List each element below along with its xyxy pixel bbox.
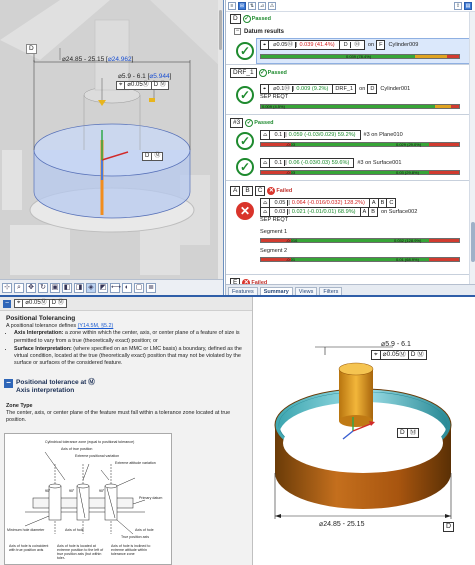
viewport-fcf-tolerance: ⌀0.05Ⓜ	[125, 82, 151, 89]
abc-datum-c: C	[255, 186, 266, 196]
datum-fcf-value: 0.039 (41.4%)	[299, 42, 335, 48]
doc-fcf-tolerance: ⌀0.05Ⓜ	[23, 300, 49, 307]
drf-fcf-feature: Cylinder001	[380, 86, 411, 92]
abc1-value: 0.064 (-0.016/0.032) 128.2%)	[291, 200, 365, 206]
viewport-fcf	[116, 81, 169, 90]
datum-letter: D	[230, 14, 241, 24]
inner-dimension-label: ⌀5.9 - 6.1 [⌀5.944]	[118, 73, 172, 80]
viewport-fcf-datum: D Ⓜ	[153, 82, 166, 88]
drf-sep-reqt: SEP REQT	[260, 94, 289, 100]
segment2-right: 0.01 (68.9%)	[396, 257, 419, 262]
g3a-bar-right: 0.029 (29.0%)	[396, 142, 422, 147]
bullet1-term: Axis Interpretation:	[14, 330, 64, 337]
fig-label-axis-hole-2: Axis of hole	[135, 528, 154, 532]
abc-sep-reqt: SEP REQT	[260, 217, 289, 223]
datum-D-label: D	[26, 44, 37, 54]
profile-symbol-icon: ⌓	[261, 208, 270, 216]
outer-dimension-label: ⌀24.85 - 25.15 [⌀24.962]	[62, 56, 134, 63]
tab-filters[interactable]: Filters	[319, 287, 342, 296]
svg-text:90°: 90°	[99, 489, 105, 493]
viewport-scrollbar[interactable]	[218, 0, 223, 279]
pass-check-icon: ✓	[236, 158, 254, 176]
drf-result[interactable]	[230, 68, 287, 78]
check-icon: ✓	[244, 16, 250, 22]
pass-status-text: Passed	[251, 16, 271, 22]
drf-bar-label: 0.009 (4.5%)	[262, 104, 285, 109]
layers-icon[interactable]: ≣	[146, 283, 156, 293]
inner-dim-nominal: ⌀5.9 - 6.1	[118, 73, 146, 80]
collapse-icon[interactable]: −	[4, 379, 13, 388]
section-title-line1: Positional tolerance at Ⓜ	[16, 379, 95, 386]
fig-label-true-pos: True position axis	[121, 535, 150, 539]
results-scrollbar[interactable]	[469, 12, 475, 284]
zoom-icon[interactable]: ⌕	[14, 283, 24, 293]
viewport-scroll-thumb[interactable]	[219, 10, 222, 50]
profile-symbol-icon: ⌓	[261, 159, 270, 167]
tab-summary[interactable]: Summary	[260, 287, 293, 296]
results-panel	[225, 0, 475, 296]
bullet2-text: (where specified on an MMC or LMC basis) a boundary, defined as the virtual condition, located at the true (theoretically exact) position that may not be violated by the surface or surfaces of the considered feature.	[14, 345, 242, 367]
segment2-left: -0.01	[286, 257, 296, 262]
drf-fcf: ⌖ ⌀0.1Ⓜ | 0.009 (9.2%) DRF_1 on D Cylinder001	[260, 84, 410, 94]
fig-label-cyl-zone: Cylindrical tolerance zone (equal to positional tolerance)	[45, 440, 135, 444]
segment2-label: Segment 2	[260, 248, 288, 254]
position-symbol-icon: ⌖	[261, 85, 269, 93]
abc1-tol: 0.05	[272, 200, 288, 206]
wireframe-icon[interactable]: ▢	[135, 284, 143, 291]
drf-fcf-value: 0.009 (9.2%)	[296, 86, 329, 92]
datum-E-label: E	[230, 278, 240, 284]
pan-icon[interactable]: ✥	[26, 283, 36, 293]
zone-text: The center, axis, or center plane of the feature must fall within a tolerance zone located at true position.	[6, 410, 231, 423]
section-icon[interactable]: ◩	[99, 284, 107, 291]
abc1-datum-c: C	[389, 200, 394, 206]
viewport-scene	[0, 0, 224, 279]
warning-icon[interactable]: ⚠	[269, 2, 275, 9]
viewport-toolbar	[0, 279, 224, 296]
model-view[interactable]	[253, 297, 475, 565]
results-tree	[226, 12, 470, 284]
list-view-icon[interactable]: ≡	[228, 2, 236, 10]
tolerance-diagram	[4, 433, 172, 565]
g3b-value: 0.06 (-0.03/0.03) 59.6%)	[288, 160, 350, 166]
pass-check-icon: ✓	[236, 132, 254, 150]
fig-caption-2: Axis of hole is located at extreme position to the left of true position axis (but within toler-	[57, 544, 104, 560]
viewport-datum-mod: Ⓜ	[154, 153, 161, 159]
doc-intro-line	[6, 323, 246, 330]
abc-datum-b: B	[242, 186, 252, 196]
group3-result[interactable]	[230, 118, 274, 128]
doc-intro	[6, 315, 246, 368]
g3a-bar-left: -0.03	[286, 142, 296, 147]
fit-icon[interactable]: ▣	[51, 284, 59, 291]
results-toolbar	[226, 0, 475, 12]
group3-status-text: Passed	[254, 120, 274, 126]
g3b-fcf: ⌓ 0.1 | 0.06 (-0.03/0.03) 59.6%) #3 on Surface001	[260, 158, 401, 168]
section-title-line2: Axis interpretation	[16, 387, 75, 394]
filter-icon[interactable]: ⊿	[259, 2, 265, 9]
model-datum-letter: D	[398, 429, 408, 437]
iso-view-icon[interactable]: ◈	[86, 283, 96, 293]
datum-bar-label: 0.039 (78.4%)	[346, 54, 372, 59]
top-view-icon[interactable]: ◨	[75, 284, 83, 291]
fail-x-icon: ✕	[242, 279, 250, 284]
segment1-label: Segment 1	[260, 229, 288, 235]
rotate-icon[interactable]: ↻	[38, 283, 48, 293]
g3b-tol: 0.1	[272, 160, 285, 166]
abc2-datum-b: B	[371, 209, 375, 215]
separator	[226, 114, 470, 115]
viewport-datum-box	[142, 152, 163, 161]
datum-fcf-datum: D	[342, 42, 351, 48]
g3a-value: 0.059 (-0.03/0.029) 59.2%)	[288, 132, 356, 138]
drf-fcf-tol: ⌀0.1Ⓜ	[271, 86, 293, 92]
measure-icon[interactable]: ⟷	[111, 284, 122, 291]
model-datum-box	[397, 428, 419, 438]
collapse-icon[interactable]: −	[235, 28, 240, 34]
profile-symbol-icon: ⌓	[261, 131, 270, 139]
axes-icon[interactable]: ⊹	[2, 283, 12, 293]
fig-label-axis-hole: Axis of hole	[65, 528, 84, 532]
g3a-feature: #3 on Plane010	[363, 132, 403, 138]
fig-label-axis-true: Axis of true position	[61, 447, 93, 451]
g3b-feature: #3 on Surface001	[357, 160, 402, 166]
separator	[226, 180, 470, 181]
pass-check-icon: ✓	[236, 86, 254, 104]
drf-fcf-feature-letter: D	[367, 84, 377, 94]
separator	[226, 64, 470, 65]
segment1-right: 0.032 (128.9%)	[394, 238, 422, 243]
fig-label-ext-att: Extreme attitude variation	[115, 461, 156, 465]
drf-fcf-datum: DRF_1	[335, 86, 354, 92]
abc-fcf-2: ⌓ 0.03 | 0.021 (-0.01/0.01) 68.9%) A B on Surface002	[260, 207, 417, 217]
bullet2-term: Surface Interpretation:	[14, 345, 72, 352]
svg-text:90°: 90°	[69, 489, 75, 493]
position-symbol-icon: ⌖	[15, 300, 23, 307]
fail-x-icon: ✕	[236, 202, 254, 220]
abc-datum-a: A	[230, 186, 240, 196]
position-symbol-icon: ⌖	[372, 351, 381, 359]
position-symbol-icon: ⌖	[117, 82, 125, 89]
doc-fcf	[14, 299, 67, 308]
outer-dim-nominal: ⌀24.85 - 25.15	[62, 56, 105, 63]
datum-fcf-feature-letter: F	[376, 40, 385, 50]
tree-view-icon[interactable]: ⊞	[239, 2, 245, 9]
drf-progress-bar	[260, 104, 460, 109]
datum-fcf-mod: Ⓜ	[354, 42, 360, 48]
model-fcf	[371, 350, 427, 360]
abc1-datum-b: B	[379, 199, 388, 207]
results-scroll-thumb[interactable]	[471, 222, 475, 262]
bullet1-text: a zone within which the center, axis, or center plane of a feature of size is permitted to vary from a true (theoretically exact) position; or	[14, 330, 240, 344]
doc-section-header[interactable]	[4, 379, 248, 395]
tab-views[interactable]: Views	[295, 287, 318, 296]
g3a-tol: 0.1	[272, 132, 285, 138]
doc-bullets	[14, 330, 246, 367]
datum-results-label: Datum results	[244, 28, 285, 35]
model-fcf-tolerance: ⌀0.05Ⓜ	[381, 351, 409, 359]
datum-fcf: ⌖ ⌀0.05Ⓜ | 0.039 (41.4%) D Ⓜ on F Cylinder009	[260, 40, 418, 50]
model-datum-ref: D	[443, 522, 454, 532]
doc-fcf-datum: D Ⓜ	[51, 300, 64, 306]
doc-bullet-axis	[14, 330, 246, 344]
viewport-3d[interactable]	[0, 0, 224, 296]
pass-status	[259, 69, 287, 77]
check-icon: ✓	[246, 120, 252, 126]
segment1-left: -0.016	[286, 238, 298, 243]
fig-caption-3: Axis of hole is inclined to extreme attitude within tolerance zone	[111, 544, 151, 556]
doc-bullet-surface	[14, 346, 246, 368]
model-fcf-datum: D Ⓜ	[410, 351, 424, 358]
datum-fcf-on: on	[367, 42, 375, 48]
doc-zone-type	[6, 403, 246, 424]
zone-heading: Zone Type	[6, 403, 33, 409]
panel-menu-icon[interactable]: ▤	[465, 2, 471, 9]
g3b-bar-left: -0.03	[286, 170, 296, 175]
drf-label: DRF_1	[230, 68, 257, 78]
separator	[226, 274, 470, 275]
tab-features[interactable]: Features	[228, 287, 258, 296]
model-inner-dim: ⌀5.9 - 6.1	[381, 341, 411, 348]
g3b-bar-right: 0.03 (29.8%)	[396, 170, 419, 175]
fig-label-min-hole: Minimum hole diameter	[7, 528, 45, 532]
pass-check-icon: ✓	[236, 42, 254, 60]
abc2-value: 0.021 (-0.01/0.01) 68.9%)	[291, 209, 356, 215]
doc-intro-text: A positional tolerance defines	[6, 323, 77, 330]
profile-symbol-icon: ⌓	[261, 199, 270, 207]
viewport-datum-letter: D	[143, 153, 152, 160]
datum-results-row[interactable]	[234, 28, 284, 35]
doc-title: Positional Tolerancing	[6, 315, 76, 322]
abc2-feature: on Surface002	[381, 209, 418, 215]
model-datum-mod: Ⓜ	[409, 429, 417, 436]
g3a-fcf: ⌓ 0.1 | 0.059 (-0.03/0.029) 59.2%) #3 on Plane010	[260, 130, 403, 140]
fig-caption-1: Axis of hole is coincident with true position axis	[9, 544, 49, 552]
export-icon[interactable]: ⇪	[455, 2, 461, 9]
help-document	[0, 297, 252, 565]
abc-status-text: Failed	[276, 188, 293, 194]
abc1-datum-a: A	[370, 199, 379, 207]
abc2-datum-a: A	[361, 208, 370, 216]
datum-E-status-text: Failed	[251, 280, 268, 284]
pass-status	[243, 15, 271, 23]
sort-icon[interactable]: ⇅	[249, 2, 255, 9]
fail-status	[267, 187, 292, 195]
group3-label: #3	[230, 118, 243, 128]
drf-fcf-on: on	[359, 86, 366, 92]
shading-icon[interactable]: ◐	[122, 283, 132, 293]
fig-label-ext-pos: Extreme positional variation	[75, 454, 120, 458]
datum-fcf-tol: ⌀0.05Ⓜ	[271, 42, 296, 48]
svg-text:90°: 90°	[45, 489, 51, 493]
inner-dim-measured: ⌀5.944	[149, 73, 170, 80]
abc-fcf-1: ⌓ 0.05 | 0.064 (-0.016/0.032) 128.2%) A B C	[260, 198, 396, 208]
datum-fcf-feature: Cylinder009	[388, 42, 419, 48]
doc-fcf-strip	[0, 297, 252, 311]
drf-status-text: Passed	[267, 70, 287, 76]
front-view-icon[interactable]: ◧	[63, 284, 71, 291]
check-icon: ✓	[260, 70, 266, 76]
abc-result[interactable]	[230, 186, 292, 196]
abc2-tol: 0.03	[272, 209, 288, 215]
pass-status	[245, 119, 273, 127]
position-symbol-icon: ⌖	[261, 41, 269, 49]
collapse-icon[interactable]: −	[4, 299, 10, 307]
fig-label-primary: Primary datum	[139, 496, 163, 500]
fail-x-icon: ✕	[268, 188, 274, 194]
doc-reference-link[interactable]: (Y14.5M, §5.2)	[77, 323, 114, 330]
outer-dim-measured: ⌀24.962	[107, 56, 132, 63]
model-outer-dim: ⌀24.85 - 25.15	[319, 521, 365, 528]
datum-D-result[interactable]	[230, 14, 271, 24]
